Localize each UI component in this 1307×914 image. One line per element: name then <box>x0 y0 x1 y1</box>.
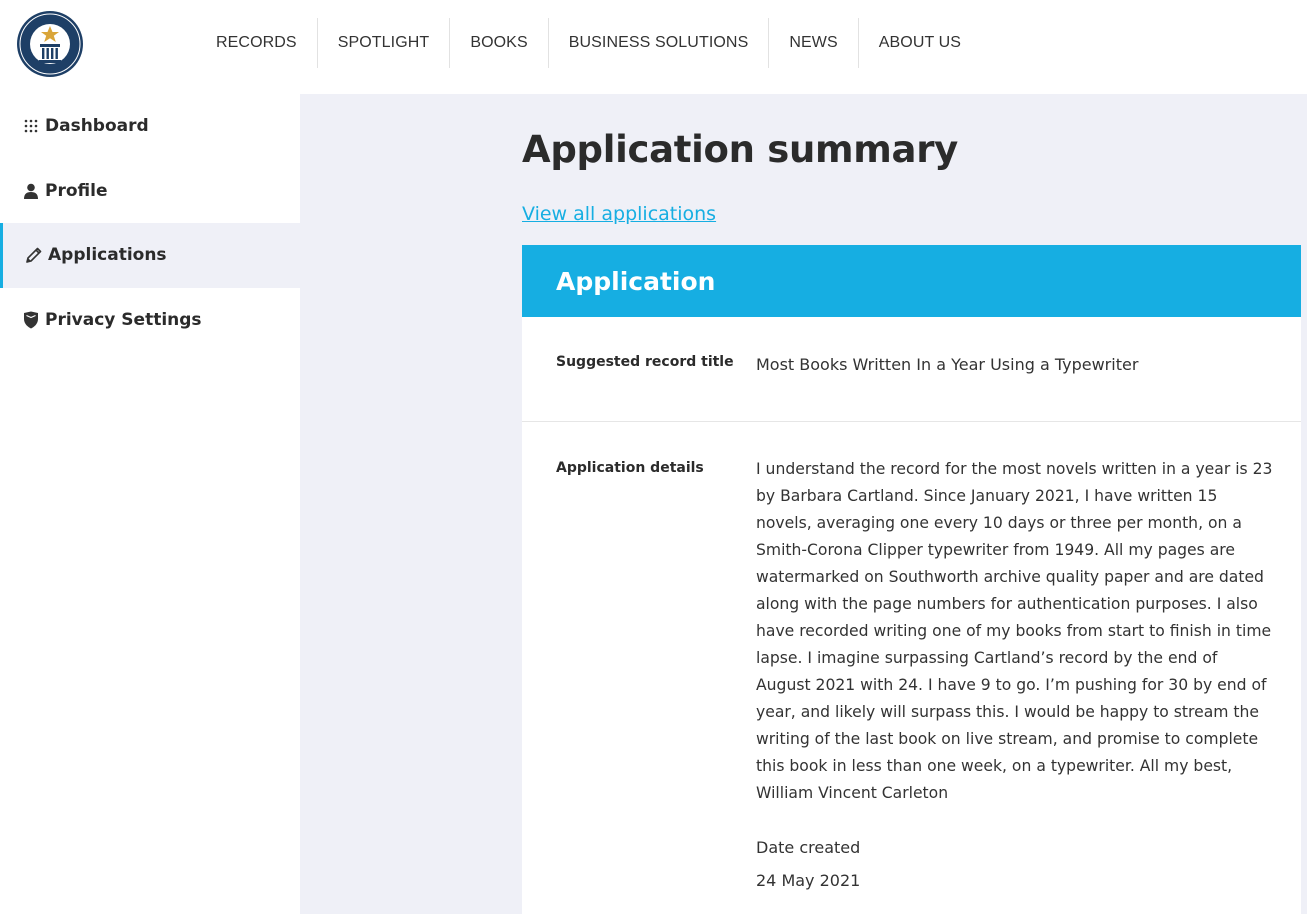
main-content <box>300 94 1307 914</box>
top-header <box>0 0 1307 94</box>
user-icon <box>22 182 40 200</box>
sidebar-item-label: Applications <box>48 245 167 266</box>
shield-icon <box>22 311 40 329</box>
date-created-label: Date created <box>756 838 861 857</box>
date-created-value: 24 May 2021 <box>756 871 861 890</box>
nav-business-solutions[interactable]: BUSINESS SOLUTIONS <box>548 18 769 68</box>
sidebar-item-privacy-settings[interactable] <box>0 288 300 353</box>
logo-emblem-icon <box>16 10 84 78</box>
suggested-title-value: Most Books Written In a Year Using a Typewriter <box>756 355 1139 374</box>
application-details-label: Application details <box>556 460 704 476</box>
sidebar-item-label: Privacy Settings <box>45 309 202 330</box>
nav-spotlight[interactable]: SPOTLIGHT <box>317 18 450 68</box>
nav-about-us[interactable]: ABOUT US <box>858 18 981 68</box>
page-title: Application summary <box>522 128 958 171</box>
nav-books[interactable]: BOOKS <box>449 18 547 68</box>
view-all-applications-link[interactable]: View all applications <box>522 203 717 225</box>
card-title: Application <box>556 266 716 296</box>
application-details-row <box>522 422 1301 914</box>
sidebar-item-label: Dashboard <box>45 116 149 137</box>
sidebar-item-applications[interactable] <box>0 223 300 288</box>
pencil-icon <box>25 246 43 264</box>
nav-news[interactable]: NEWS <box>768 18 857 68</box>
guinness-logo[interactable] <box>16 10 84 78</box>
sidebar-item-dashboard[interactable] <box>0 94 300 159</box>
application-card <box>522 245 1301 914</box>
card-header <box>522 245 1301 317</box>
suggested-title-row <box>522 317 1301 422</box>
sidebar <box>0 94 300 914</box>
suggested-title-label: Suggested record title <box>556 354 734 370</box>
grid-icon <box>22 117 40 135</box>
sidebar-item-profile[interactable] <box>0 159 300 224</box>
application-details-value: I understand the record for the most novels written in a year is 23 by Barbara Cartland. Since January 2021, I have written 15 novels, averaging one every 10 days or three per month, on a Smith-Corona Clipper typewriter from 1949. All my pages are watermarked on Southworth archive quality paper and are dated along with the page numbers for authentication purposes. I also have recorded writing one of my books from start to finish in time lapse. I imagine surpassing Cartland’s record by the end of August 2021 with 24. I have 9 to go. I’m pushing for 30 by end of year, and likely will surpass this. I would be happy to stream the writing of the last book on live stream, and promise to complete this book in less than one week, on a typewriter. All my best, William Vincent Carleton <box>756 460 1273 802</box>
nav-records[interactable]: RECORDS <box>216 34 297 51</box>
sidebar-item-label: Profile <box>45 180 108 201</box>
main-nav <box>196 18 981 68</box>
